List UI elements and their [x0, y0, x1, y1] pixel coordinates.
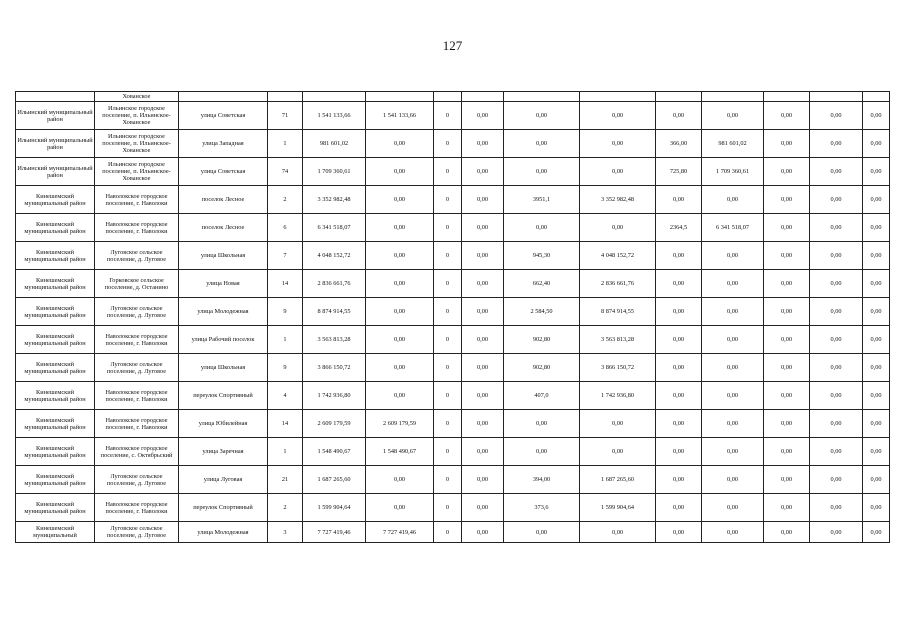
cell-house-number: 9 [268, 354, 303, 382]
cell-total: 1 548 490,67 [303, 438, 366, 466]
cell-value: 4 048 152,72 [580, 242, 656, 270]
cell-value: 725,80 [656, 158, 702, 186]
cell-value: 0,00 [462, 270, 504, 298]
cell-value: 1 548 490,67 [366, 438, 434, 466]
table-row [16, 158, 890, 186]
cell-value: 0,00 [810, 410, 863, 438]
cell-street: улица Школьная [179, 354, 268, 382]
cell-settlement: Наволокское городское поселение, г. Наволоки [95, 326, 179, 354]
cell-value: 0,00 [863, 158, 890, 186]
cell-district: Ильинский муниципальный район [16, 102, 95, 130]
table-row [16, 354, 890, 382]
cell-settlement: Наволокское городское поселение, г. Наволоки [95, 214, 179, 242]
cell-value: 0,00 [656, 410, 702, 438]
cell-value: 0 [434, 494, 462, 522]
cell-value: 0,00 [810, 354, 863, 382]
cell-value: 0 [434, 382, 462, 410]
cell-value: 0,00 [702, 102, 764, 130]
cell-value [580, 92, 656, 102]
table-body [16, 92, 890, 543]
cell-district: Кинешемский муниципальный район [16, 270, 95, 298]
table-row [16, 466, 890, 494]
cell-value: 0 [434, 466, 462, 494]
table-row [16, 102, 890, 130]
cell-value: 394,00 [504, 466, 580, 494]
cell-value: 0 [434, 214, 462, 242]
cell-total: 4 048 152,72 [303, 242, 366, 270]
cell-settlement: Хованское [95, 92, 179, 102]
cell-value: 0,00 [810, 438, 863, 466]
cell-value: 407,0 [504, 382, 580, 410]
cell-value: 373,6 [504, 494, 580, 522]
cell-street: улица Западная [179, 130, 268, 158]
cell-value: 0,00 [810, 214, 863, 242]
cell-value: 6 341 518,07 [702, 214, 764, 242]
cell-value: 0,00 [764, 242, 810, 270]
cell-district: Кинешемский муниципальный район [16, 410, 95, 438]
cell-value: 0 [434, 130, 462, 158]
cell-settlement: Наволокское городское поселение, г. Наволоки [95, 186, 179, 214]
cell-total: 3 866 150,72 [303, 354, 366, 382]
cell-value: 0,00 [863, 298, 890, 326]
cell-value: 0,00 [462, 522, 504, 543]
cell-value: 0,00 [764, 298, 810, 326]
cell-value [434, 92, 462, 102]
cell-street: улица Заречная [179, 438, 268, 466]
cell-street: улица Новая [179, 270, 268, 298]
cell-value: 0,00 [656, 494, 702, 522]
cell-value: 0,00 [764, 354, 810, 382]
cell-total: 2 836 661,76 [303, 270, 366, 298]
cell-value: 0,00 [656, 466, 702, 494]
cell-house-number: 1 [268, 326, 303, 354]
cell-settlement: Луговское сельское поселение, д. Луговое [95, 354, 179, 382]
cell-value: 0,00 [366, 494, 434, 522]
cell-value [764, 92, 810, 102]
cell-value: 0,00 [580, 410, 656, 438]
cell-street: улица Молодежная [179, 298, 268, 326]
cell-value: 1 742 936,80 [580, 382, 656, 410]
cell-value: 662,40 [504, 270, 580, 298]
cell-street: улица Молодежная [179, 522, 268, 543]
cell-value: 0,00 [656, 242, 702, 270]
cell-value: 3 352 982,48 [580, 186, 656, 214]
cell-value: 0,00 [462, 214, 504, 242]
page-number: 127 [442, 38, 463, 53]
table-row [16, 214, 890, 242]
cell-house-number: 7 [268, 242, 303, 270]
cell-house-number: 2 [268, 494, 303, 522]
cell-value: 3 563 813,28 [580, 326, 656, 354]
cell-value: 0,00 [504, 158, 580, 186]
table-row [16, 130, 890, 158]
cell-value: 0,00 [863, 270, 890, 298]
cell-value: 0,00 [656, 298, 702, 326]
cell-total [303, 92, 366, 102]
table-row [16, 382, 890, 410]
cell-value: 0 [434, 102, 462, 130]
table-row [16, 494, 890, 522]
cell-value: 0,00 [702, 186, 764, 214]
cell-district: Кинешемский муниципальный район [16, 326, 95, 354]
cell-value: 1 709 360,61 [702, 158, 764, 186]
cell-value: 0 [434, 186, 462, 214]
cell-value: 0,00 [504, 102, 580, 130]
cell-value: 2 609 179,59 [366, 410, 434, 438]
cell-value [863, 92, 890, 102]
cell-settlement: Наволокское городское поселение, г. Наволоки [95, 410, 179, 438]
table-row [16, 326, 890, 354]
cell-value: 0,00 [462, 326, 504, 354]
cell-district: Кинешемский муниципальный [16, 522, 95, 543]
cell-value: 0,00 [580, 214, 656, 242]
cell-value: 0,00 [863, 382, 890, 410]
table-row [16, 186, 890, 214]
cell-value: 0,00 [810, 382, 863, 410]
cell-total: 8 874 914,55 [303, 298, 366, 326]
cell-value: 1 687 265,60 [580, 466, 656, 494]
cell-value: 0,00 [810, 130, 863, 158]
cell-value: 0,00 [764, 186, 810, 214]
cell-total: 3 352 982,48 [303, 186, 366, 214]
cell-value: 1 599 904,64 [580, 494, 656, 522]
cell-settlement: Ильинское городское поселение, п. Ильинское-Хованское [95, 102, 179, 130]
cell-value: 0,00 [764, 494, 810, 522]
cell-value: 0,00 [462, 410, 504, 438]
cell-street [179, 92, 268, 102]
cell-value: 0,00 [580, 130, 656, 158]
cell-value: 0,00 [702, 438, 764, 466]
cell-value: 0,00 [702, 298, 764, 326]
cell-house-number: 74 [268, 158, 303, 186]
cell-value: 0 [434, 298, 462, 326]
cell-value: 0,00 [656, 270, 702, 298]
cell-value: 0,00 [702, 382, 764, 410]
cell-total: 1 599 904,64 [303, 494, 366, 522]
cell-value: 0,00 [863, 354, 890, 382]
cell-value: 2 584,50 [504, 298, 580, 326]
cell-value: 0,00 [863, 242, 890, 270]
cell-value: 0 [434, 438, 462, 466]
cell-house-number [268, 92, 303, 102]
cell-value: 0,00 [702, 522, 764, 543]
cell-value: 0,00 [366, 270, 434, 298]
cell-house-number: 9 [268, 298, 303, 326]
cell-value: 0,00 [366, 298, 434, 326]
cell-street: поселок Лесное [179, 186, 268, 214]
cell-house-number: 1 [268, 130, 303, 158]
table-row [16, 410, 890, 438]
cell-district: Кинешемский муниципальный район [16, 354, 95, 382]
cell-value: 0,00 [702, 354, 764, 382]
cell-district: Кинешемский муниципальный район [16, 494, 95, 522]
table-row [16, 522, 890, 543]
cell-value: 0,00 [462, 438, 504, 466]
cell-total: 2 609 179,59 [303, 410, 366, 438]
cell-value [702, 92, 764, 102]
cell-settlement: Луговское сельское поселение, д. Луговое [95, 242, 179, 270]
cell-value: 0,00 [810, 494, 863, 522]
cell-street: улица Советская [179, 102, 268, 130]
cell-value: 0,00 [863, 186, 890, 214]
cell-value: 0,00 [366, 186, 434, 214]
cell-district: Ильинский муниципальный район [16, 158, 95, 186]
cell-value: 0 [434, 242, 462, 270]
cell-value: 0,00 [702, 326, 764, 354]
cell-value: 0,00 [656, 186, 702, 214]
cell-total: 1 687 265,60 [303, 466, 366, 494]
cell-value: 0,00 [863, 522, 890, 543]
cell-value: 0,00 [863, 326, 890, 354]
cell-value: 0,00 [366, 466, 434, 494]
cell-total: 1 541 133,66 [303, 102, 366, 130]
cell-value: 0,00 [810, 158, 863, 186]
cell-value: 0,00 [702, 270, 764, 298]
cell-total: 3 563 813,28 [303, 326, 366, 354]
cell-value: 0,00 [702, 494, 764, 522]
cell-value: 0,00 [863, 466, 890, 494]
cell-value: 0,00 [810, 270, 863, 298]
cell-value: 0 [434, 270, 462, 298]
cell-value: 0,00 [504, 522, 580, 543]
cell-value: 0,00 [366, 382, 434, 410]
cell-value: 0,00 [504, 410, 580, 438]
cell-house-number: 14 [268, 410, 303, 438]
cell-value: 0,00 [580, 522, 656, 543]
cell-value: 0,00 [863, 438, 890, 466]
cell-value: 0,00 [462, 102, 504, 130]
cell-value: 0,00 [810, 102, 863, 130]
cell-settlement: Горковское сельское поселение, д. Останино [95, 270, 179, 298]
cell-house-number: 21 [268, 466, 303, 494]
cell-value: 3951,1 [504, 186, 580, 214]
cell-value: 0,00 [863, 130, 890, 158]
cell-district: Кинешемский муниципальный район [16, 382, 95, 410]
cell-value: 0,00 [810, 242, 863, 270]
cell-value: 0,00 [863, 410, 890, 438]
table-row-continuation [16, 92, 890, 102]
cell-value: 902,80 [504, 326, 580, 354]
cell-value: 0,00 [462, 466, 504, 494]
cell-house-number: 2 [268, 186, 303, 214]
cell-settlement: Наволокское городское поселение, г. Наволоки [95, 494, 179, 522]
cell-value: 0,00 [462, 242, 504, 270]
cell-settlement: Луговское сельское поселение, д. Луговое [95, 466, 179, 494]
cell-value: 0,00 [764, 270, 810, 298]
cell-value: 0,00 [764, 130, 810, 158]
cell-value: 0,00 [764, 382, 810, 410]
table-row [16, 270, 890, 298]
cell-value [462, 92, 504, 102]
cell-value: 0,00 [366, 326, 434, 354]
cell-value: 0,00 [863, 494, 890, 522]
cell-value: 2 836 661,76 [580, 270, 656, 298]
cell-value: 0,00 [656, 382, 702, 410]
data-table [15, 91, 890, 543]
table-row [16, 298, 890, 326]
cell-street: улица Школьная [179, 242, 268, 270]
cell-district: Кинешемский муниципальный район [16, 186, 95, 214]
cell-street: улица Рабочий поселок [179, 326, 268, 354]
cell-value: 0,00 [366, 130, 434, 158]
cell-street: поселок Лесное [179, 214, 268, 242]
cell-value: 0,00 [656, 354, 702, 382]
cell-settlement: Ильинское городское поселение, п. Ильинское-Хованское [95, 158, 179, 186]
cell-value: 0,00 [863, 102, 890, 130]
cell-value [810, 92, 863, 102]
cell-value: 8 874 914,55 [580, 298, 656, 326]
cell-value: 0,00 [504, 438, 580, 466]
cell-value: 981 601,02 [702, 130, 764, 158]
cell-value: 0,00 [764, 158, 810, 186]
cell-value: 0,00 [462, 186, 504, 214]
table-row [16, 438, 890, 466]
cell-total: 981 601,02 [303, 130, 366, 158]
cell-value: 0,00 [366, 158, 434, 186]
cell-settlement: Луговское сельское поселение, д. Луговое [95, 298, 179, 326]
cell-value: 0,00 [462, 382, 504, 410]
cell-total: 7 727 419,46 [303, 522, 366, 543]
cell-value [656, 92, 702, 102]
cell-value: 0,00 [764, 466, 810, 494]
cell-street: переулок Спортивный [179, 494, 268, 522]
cell-district: Кинешемский муниципальный район [16, 466, 95, 494]
cell-value: 0 [434, 326, 462, 354]
cell-value: 0,00 [366, 242, 434, 270]
cell-value: 0,00 [462, 158, 504, 186]
cell-district: Кинешемский муниципальный район [16, 214, 95, 242]
cell-district: Кинешемский муниципальный район [16, 298, 95, 326]
cell-value: 0,00 [702, 466, 764, 494]
cell-house-number: 14 [268, 270, 303, 298]
cell-value: 0,00 [702, 410, 764, 438]
cell-street: переулок Спортивный [179, 382, 268, 410]
cell-total: 6 341 518,07 [303, 214, 366, 242]
cell-total: 1 742 936,80 [303, 382, 366, 410]
cell-settlement: Наволокское городское поселение, с. Октябрьский [95, 438, 179, 466]
cell-house-number: 1 [268, 438, 303, 466]
cell-value: 0,00 [366, 354, 434, 382]
cell-settlement: Наволокское городское поселение, г. Наволоки [95, 382, 179, 410]
cell-street: улица Советская [179, 158, 268, 186]
cell-house-number: 71 [268, 102, 303, 130]
cell-value: 0,00 [580, 102, 656, 130]
cell-value: 0,00 [462, 298, 504, 326]
cell-value: 0,00 [810, 522, 863, 543]
cell-house-number: 6 [268, 214, 303, 242]
cell-house-number: 4 [268, 382, 303, 410]
cell-value: 0,00 [366, 214, 434, 242]
cell-value: 0,00 [462, 130, 504, 158]
cell-value: 0,00 [656, 102, 702, 130]
cell-settlement: Луговское сельское поселение, д. Луговое [95, 522, 179, 543]
cell-value: 0 [434, 410, 462, 438]
cell-total: 1 709 360,61 [303, 158, 366, 186]
cell-value: 0,00 [810, 466, 863, 494]
table-row [16, 242, 890, 270]
cell-value: 0,00 [656, 438, 702, 466]
cell-settlement: Ильинское городское поселение, п. Ильинское-Хованское [95, 130, 179, 158]
cell-value: 0 [434, 354, 462, 382]
cell-street: улица Луговая [179, 466, 268, 494]
cell-value: 0,00 [810, 326, 863, 354]
cell-value: 0,00 [764, 102, 810, 130]
cell-street: улица Юбилейная [179, 410, 268, 438]
cell-value: 7 727 419,46 [366, 522, 434, 543]
cell-value [504, 92, 580, 102]
cell-value: 0,00 [810, 186, 863, 214]
cell-value: 0,00 [810, 298, 863, 326]
cell-district: Кинешемский муниципальный район [16, 438, 95, 466]
cell-value: 0,00 [764, 326, 810, 354]
cell-value: 2364,5 [656, 214, 702, 242]
cell-district: Кинешемский муниципальный район [16, 242, 95, 270]
cell-value: 902,80 [504, 354, 580, 382]
cell-district [16, 92, 95, 102]
cell-value: 0,00 [764, 438, 810, 466]
cell-value: 945,30 [504, 242, 580, 270]
cell-value: 0,00 [462, 494, 504, 522]
cell-value: 0,00 [764, 522, 810, 543]
cell-value: 0,00 [580, 158, 656, 186]
cell-value: 366,00 [656, 130, 702, 158]
cell-value: 0 [434, 158, 462, 186]
cell-value [366, 92, 434, 102]
cell-value: 0,00 [580, 438, 656, 466]
cell-value: 0 [434, 522, 462, 543]
cell-value: 0,00 [764, 410, 810, 438]
cell-value: 1 541 133,66 [366, 102, 434, 130]
cell-value: 0,00 [764, 214, 810, 242]
cell-value: 0,00 [863, 214, 890, 242]
cell-value: 0,00 [462, 354, 504, 382]
cell-value: 0,00 [504, 214, 580, 242]
cell-house-number: 3 [268, 522, 303, 543]
cell-value: 0,00 [504, 130, 580, 158]
cell-value: 0,00 [656, 326, 702, 354]
cell-value: 3 866 150,72 [580, 354, 656, 382]
cell-district: Ильинский муниципальный район [16, 130, 95, 158]
cell-value: 0,00 [702, 242, 764, 270]
cell-value: 0,00 [656, 522, 702, 543]
